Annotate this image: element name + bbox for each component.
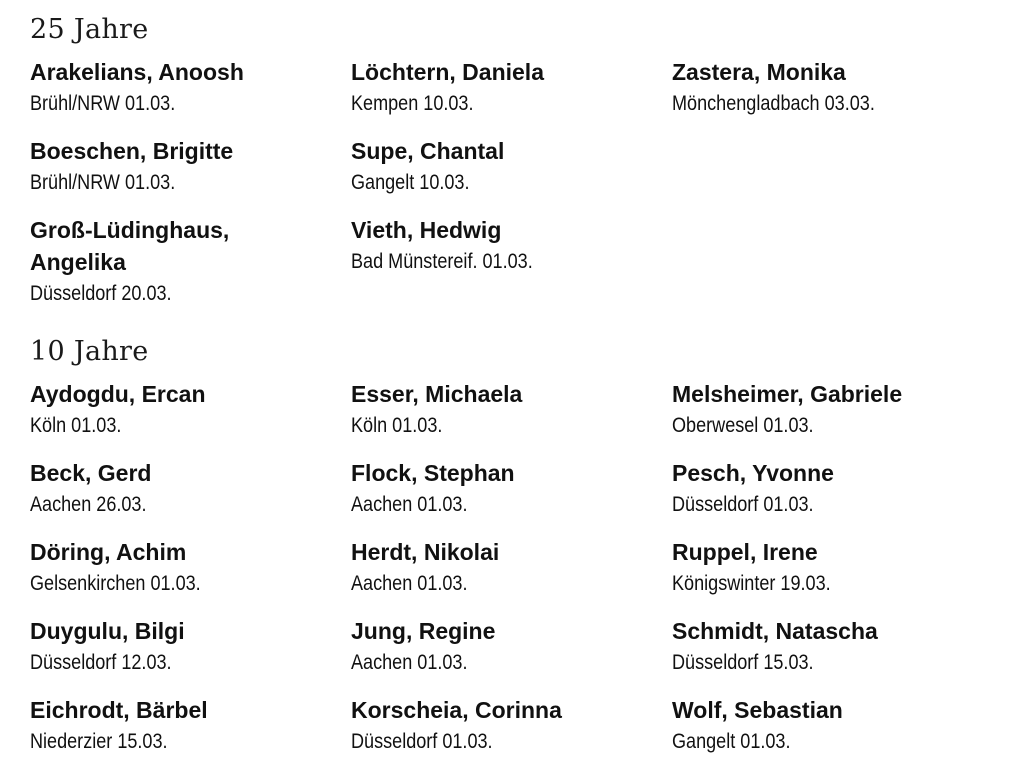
person-name: Wolf, Sebastian xyxy=(672,697,843,723)
person-name: Supe, Chantal xyxy=(351,138,505,164)
place-date: Bad Münstereif. 01.03. xyxy=(351,250,533,273)
person-name: Vieth, Hedwig xyxy=(351,217,502,243)
list-item xyxy=(351,56,672,124)
list-item xyxy=(672,457,990,525)
person-name: Ruppel, Irene xyxy=(672,539,818,565)
person-name: Arakelians, Anoosh xyxy=(30,59,244,85)
person-name: Döring, Achim xyxy=(30,539,187,565)
section-heading: 10 Jahre xyxy=(30,336,149,367)
place-date: Brühl/NRW 01.03. xyxy=(30,92,176,115)
entries-grid xyxy=(30,56,990,310)
list-item xyxy=(672,56,990,124)
person-name: Herdt, Nikolai xyxy=(351,539,500,565)
list-item xyxy=(351,214,672,310)
section-heading: 25 Jahre xyxy=(30,14,149,45)
list-item xyxy=(672,694,990,762)
entries-grid xyxy=(30,378,990,762)
place-date: Gelsenkirchen 01.03. xyxy=(30,572,201,595)
list-item xyxy=(351,378,672,446)
list-item xyxy=(672,615,990,683)
place-date: Oberwesel 01.03. xyxy=(672,414,814,437)
person-name: Aydogdu, Ercan xyxy=(30,381,206,407)
list-item xyxy=(30,378,351,446)
list-item xyxy=(30,214,351,310)
section-25-jahre xyxy=(30,12,990,334)
list-item xyxy=(30,56,351,124)
list-item xyxy=(30,615,351,683)
list-item xyxy=(672,378,990,446)
place-date: Aachen 01.03. xyxy=(351,651,468,674)
list-item xyxy=(30,135,351,203)
list-item xyxy=(30,536,351,604)
place-date: Aachen 26.03. xyxy=(30,493,147,516)
person-name: Beck, Gerd xyxy=(30,460,152,486)
place-date: Königswinter 19.03. xyxy=(672,572,831,595)
place-date: Köln 01.03. xyxy=(351,414,443,437)
person-name: Boeschen, Brigitte xyxy=(30,138,234,164)
list-item xyxy=(351,457,672,525)
place-date: Kempen 10.03. xyxy=(351,92,474,115)
person-name: Eichrodt, Bärbel xyxy=(30,697,208,723)
person-name: Flock, Stephan xyxy=(351,460,515,486)
place-date: Brühl/NRW 01.03. xyxy=(30,171,176,194)
place-date: Düsseldorf 20.03. xyxy=(30,282,172,305)
anniversary-list-page xyxy=(30,12,990,762)
place-date: Gangelt 10.03. xyxy=(351,171,470,194)
person-name: Melsheimer, Gabriele xyxy=(672,381,903,407)
place-date: Mönchengladbach 03.03. xyxy=(672,92,875,115)
person-name: Groß-Lüdinghaus, Angelika xyxy=(30,217,230,275)
list-item xyxy=(30,694,351,762)
place-date: Gangelt 01.03. xyxy=(672,730,791,753)
list-item xyxy=(351,615,672,683)
person-name: Esser, Michaela xyxy=(351,381,523,407)
person-name: Zastera, Monika xyxy=(672,59,846,85)
person-name: Korscheia, Corinna xyxy=(351,697,562,723)
place-date: Düsseldorf 15.03. xyxy=(672,651,814,674)
person-name: Pesch, Yvonne xyxy=(672,460,834,486)
person-name: Schmidt, Natascha xyxy=(672,618,878,644)
person-name: Duygulu, Bilgi xyxy=(30,618,185,644)
place-date: Niederzier 15.03. xyxy=(30,730,168,753)
place-date: Düsseldorf 01.03. xyxy=(351,730,493,753)
person-name: Jung, Regine xyxy=(351,618,496,644)
section-10-jahre xyxy=(30,334,990,762)
list-item xyxy=(672,536,990,604)
place-date: Köln 01.03. xyxy=(30,414,122,437)
list-item xyxy=(351,135,672,203)
list-item xyxy=(351,694,672,762)
list-item xyxy=(30,457,351,525)
place-date: Düsseldorf 12.03. xyxy=(30,651,172,674)
place-date: Düsseldorf 01.03. xyxy=(672,493,814,516)
place-date: Aachen 01.03. xyxy=(351,572,468,595)
list-item xyxy=(351,536,672,604)
person-name: Löchtern, Daniela xyxy=(351,59,544,85)
place-date: Aachen 01.03. xyxy=(351,493,468,516)
